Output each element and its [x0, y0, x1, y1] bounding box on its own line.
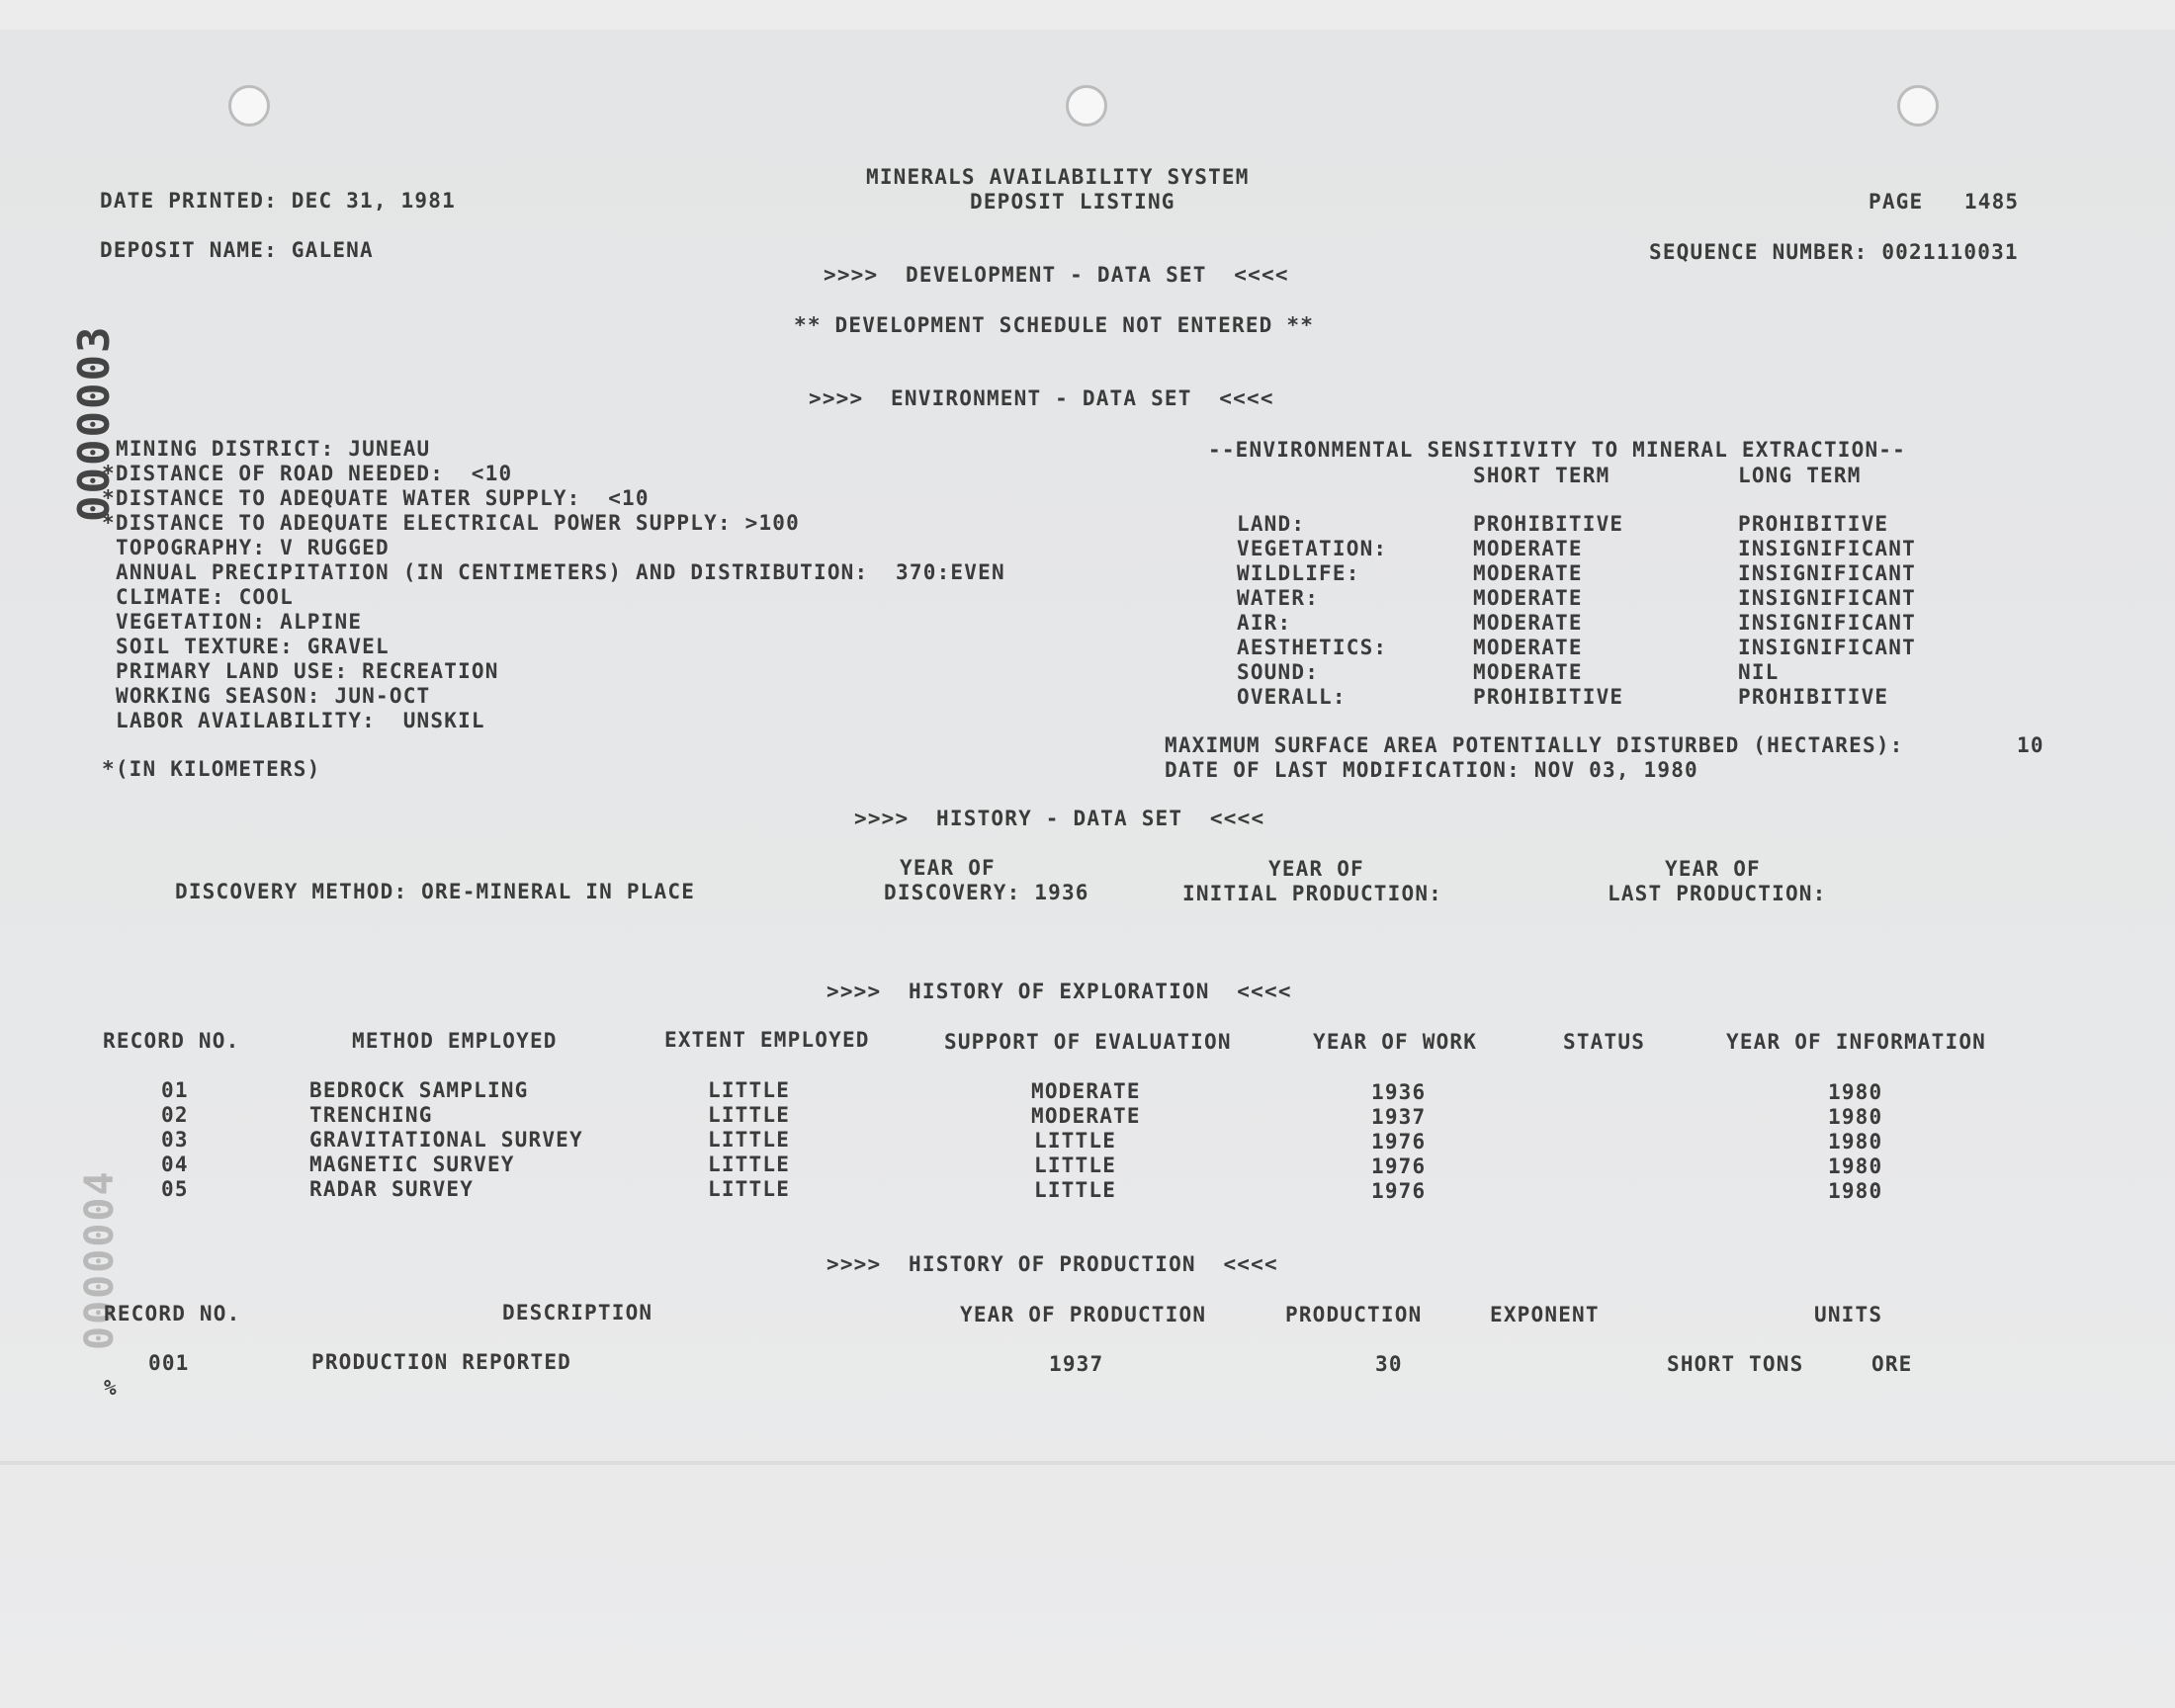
sensitivity-label: VEGETATION:	[1237, 537, 1388, 560]
sensitivity-short: MODERATE	[1473, 561, 1583, 585]
sensitivity-short: MODERATE	[1473, 537, 1583, 560]
development-heading: >>>> DEVELOPMENT - DATA SET <<<<	[824, 263, 1289, 287]
sensitivity-short: PROHIBITIVE	[1473, 512, 1624, 536]
exploration-support: LITTLE	[1034, 1153, 1117, 1177]
sensitivity-label: AIR:	[1237, 611, 1292, 635]
exploration-support: LITTLE	[1034, 1178, 1117, 1202]
production-col-units: UNITS	[1814, 1303, 1883, 1326]
margin-stamp-faint: 0000004	[77, 1169, 123, 1350]
production-record: 001	[148, 1351, 190, 1375]
sensitivity-short: MODERATE	[1473, 586, 1583, 610]
exploration-heading: >>>> HISTORY OF EXPLORATION <<<<	[826, 980, 1292, 1003]
listing-title: DEPOSIT LISTING	[970, 190, 1175, 214]
exploration-col-support: SUPPORT OF EVALUATION	[944, 1030, 1232, 1054]
production-col-year: YEAR OF PRODUCTION	[960, 1303, 1207, 1326]
year-of-label: YEAR OF	[900, 856, 996, 880]
exploration-method: TRENCHING	[309, 1103, 433, 1127]
exploration-support: LITTLE	[1034, 1129, 1117, 1153]
env-line: *DISTANCE OF ROAD NEEDED: <10	[102, 462, 513, 485]
exploration-info-year: 1980	[1828, 1154, 1883, 1178]
sensitivity-long: INSIGNIFICANT	[1738, 586, 1916, 610]
sensitivity-label: LAND:	[1237, 512, 1306, 536]
env-line: VEGETATION: ALPINE	[116, 610, 363, 634]
discovery-method: DISCOVERY METHOD: ORE-MINERAL IN PLACE	[175, 880, 696, 903]
short-term-header: SHORT TERM	[1473, 464, 1610, 487]
development-note: ** DEVELOPMENT SCHEDULE NOT ENTERED **	[794, 313, 1315, 337]
page-number: PAGE 1485	[1869, 190, 2020, 214]
history-heading: >>>> HISTORY - DATA SET <<<<	[854, 807, 1265, 830]
exploration-year: 1976	[1371, 1154, 1427, 1178]
last-modification: DATE OF LAST MODIFICATION: NOV 03, 1980	[1165, 758, 1698, 782]
sensitivity-long: INSIGNIFICANT	[1738, 636, 1916, 659]
exploration-col-extent: EXTENT EMPLOYED	[664, 1028, 870, 1052]
long-term-header: LONG TERM	[1738, 464, 1862, 487]
sensitivity-label: AESTHETICS:	[1237, 636, 1388, 659]
year-of-label: YEAR OF	[1268, 857, 1364, 881]
exploration-extent: LITTLE	[708, 1153, 791, 1176]
production-amount: 30	[1375, 1352, 1403, 1376]
margin-stamp: 0000003	[69, 324, 120, 522]
exploration-year: 1976	[1371, 1130, 1427, 1153]
system-title: MINERALS AVAILABILITY SYSTEM	[866, 165, 1250, 189]
exploration-extent: LITTLE	[708, 1078, 791, 1102]
production-col-description: DESCRIPTION	[502, 1301, 653, 1324]
env-line: PRIMARY LAND USE: RECREATION	[116, 659, 499, 683]
sensitivity-title: --ENVIRONMENTAL SENSITIVITY TO MINERAL EXTRACTION--	[1208, 438, 1906, 462]
exploration-year: 1937	[1371, 1105, 1427, 1129]
year-of-label: YEAR OF	[1665, 857, 1761, 881]
sensitivity-label: SOUND:	[1237, 660, 1320, 684]
exploration-col-record: RECORD NO.	[103, 1029, 240, 1053]
max-area-value: 10	[2017, 733, 2044, 757]
env-line: LABOR AVAILABILITY: UNSKIL	[116, 709, 485, 732]
exploration-extent: LITTLE	[708, 1103, 791, 1127]
discovery-year: DISCOVERY: 1936	[884, 881, 1089, 904]
sensitivity-long: PROHIBITIVE	[1738, 512, 1889, 536]
sensitivity-short: PROHIBITIVE	[1473, 685, 1624, 709]
exploration-record: 04	[161, 1153, 189, 1176]
exploration-method: BEDROCK SAMPLING	[309, 1078, 529, 1102]
deposit-name: DEPOSIT NAME: GALENA	[100, 238, 374, 262]
exploration-method: RADAR SURVEY	[309, 1177, 475, 1201]
sensitivity-long: INSIGNIFICANT	[1738, 611, 1916, 635]
env-line: ANNUAL PRECIPITATION (IN CENTIMETERS) AND DISTRIBUTION: 370:EVEN	[116, 560, 1005, 584]
env-line: WORKING SEASON: JUN-OCT	[116, 684, 431, 708]
exploration-col-year: YEAR OF WORK	[1313, 1030, 1478, 1054]
env-line: *DISTANCE TO ADEQUATE ELECTRICAL POWER SUPPLY: >100	[102, 511, 800, 535]
sensitivity-long: INSIGNIFICANT	[1738, 537, 1916, 560]
production-col-record: RECORD NO.	[104, 1302, 241, 1325]
max-area-label: MAXIMUM SURFACE AREA POTENTIALLY DISTURBED (HECTARES):	[1165, 733, 1904, 757]
sensitivity-label: WILDLIFE:	[1237, 561, 1360, 585]
production-col-exponent: EXPONENT	[1490, 1303, 1600, 1326]
exploration-info-year: 1980	[1828, 1105, 1883, 1129]
initial-production: INITIAL PRODUCTION:	[1182, 882, 1443, 905]
exploration-method: MAGNETIC SURVEY	[309, 1153, 515, 1176]
sensitivity-short: MODERATE	[1473, 636, 1583, 659]
production-material: ORE	[1871, 1352, 1913, 1376]
env-line: TOPOGRAPHY: V RUGGED	[116, 536, 390, 559]
sensitivity-label: WATER:	[1237, 586, 1320, 610]
exploration-col-info-year: YEAR OF INFORMATION	[1726, 1030, 1987, 1054]
exploration-extent: LITTLE	[708, 1177, 791, 1201]
exploration-record: 02	[161, 1103, 189, 1127]
exploration-support: MODERATE	[1031, 1079, 1141, 1103]
punch-hole-left	[228, 85, 270, 127]
paper-fold-line	[0, 1461, 2175, 1465]
production-heading: >>>> HISTORY OF PRODUCTION <<<<	[826, 1252, 1278, 1276]
punch-hole-right	[1897, 85, 1939, 127]
exploration-col-method: METHOD EMPLOYED	[352, 1029, 558, 1053]
env-line: SOIL TEXTURE: GRAVEL	[116, 635, 390, 658]
last-production: LAST PRODUCTION:	[1608, 882, 1827, 905]
production-description: PRODUCTION REPORTED	[311, 1350, 572, 1374]
exploration-method: GRAVITATIONAL SURVEY	[309, 1128, 583, 1152]
production-year: 1937	[1049, 1352, 1104, 1376]
environment-heading: >>>> ENVIRONMENT - DATA SET <<<<	[809, 386, 1274, 410]
exploration-year: 1976	[1371, 1179, 1427, 1203]
env-line: *DISTANCE TO ADEQUATE WATER SUPPLY: <10	[102, 486, 650, 510]
exploration-record: 01	[161, 1078, 189, 1102]
sensitivity-long: INSIGNIFICANT	[1738, 561, 1916, 585]
sensitivity-long: PROHIBITIVE	[1738, 685, 1889, 709]
sensitivity-label: OVERALL:	[1237, 685, 1347, 709]
sequence-number: SEQUENCE NUMBER: 0021110031	[1649, 240, 2019, 264]
exploration-record: 05	[161, 1177, 189, 1201]
exploration-record: 03	[161, 1128, 189, 1152]
env-line: MINING DISTRICT: JUNEAU	[116, 437, 431, 461]
date-printed: DATE PRINTED: DEC 31, 1981	[100, 189, 456, 213]
end-of-record-mark: %	[104, 1376, 118, 1400]
exploration-extent: LITTLE	[708, 1128, 791, 1152]
env-line: CLIMATE: COOL	[116, 585, 294, 609]
env-footnote: *(IN KILOMETERS)	[102, 757, 321, 781]
exploration-info-year: 1980	[1828, 1080, 1883, 1104]
exploration-info-year: 1980	[1828, 1179, 1883, 1203]
sensitivity-short: MODERATE	[1473, 660, 1583, 684]
sensitivity-long: NIL	[1738, 660, 1780, 684]
punch-hole-center	[1066, 85, 1107, 127]
exploration-info-year: 1980	[1828, 1130, 1883, 1153]
exploration-year: 1936	[1371, 1080, 1427, 1104]
production-units: SHORT TONS	[1667, 1352, 1804, 1376]
exploration-col-status: STATUS	[1563, 1030, 1646, 1054]
sensitivity-short: MODERATE	[1473, 611, 1583, 635]
exploration-support: MODERATE	[1031, 1104, 1141, 1128]
production-col-production: PRODUCTION	[1285, 1303, 1423, 1326]
